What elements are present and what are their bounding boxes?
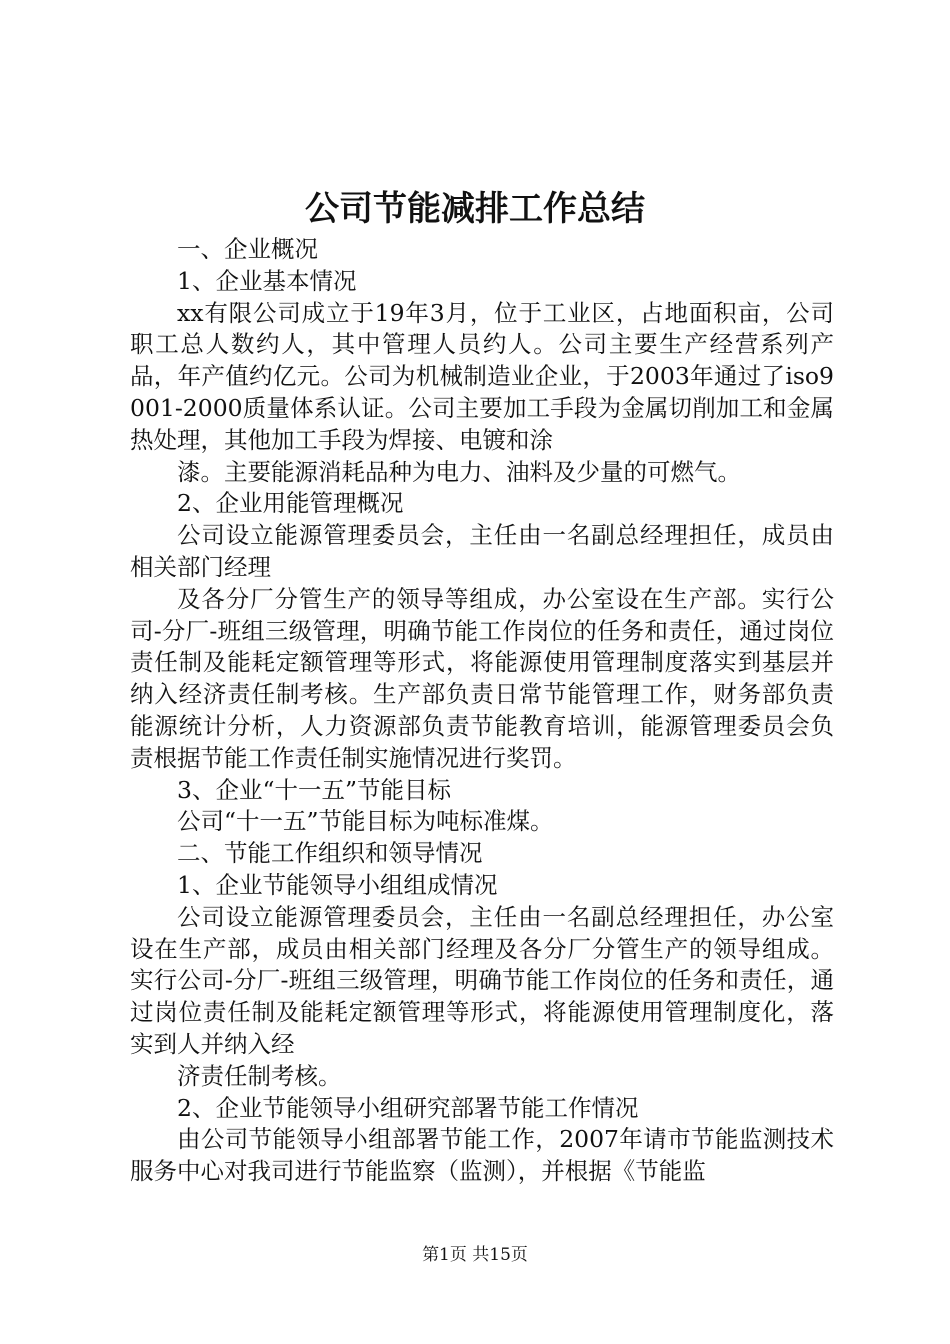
paragraph: 济责任制考核。 bbox=[177, 1061, 342, 1090]
document-body bbox=[130, 234, 834, 1188]
paragraph: xx有限公司成立于19年3月，位于工业区，占地面积亩，公司职工总人数约人，其中管理人员约人。公司主要生产经营系列产品，年产值约亿元。公司为机械制造业企业，于2003年通过了iso9001-2000质量体系认证。公司主要加工手段为金属切削加工和金属热处理，其他加工手段为焊接、电镀和涂 bbox=[130, 298, 834, 454]
paragraph: 公司设立能源管理委员会，主任由一名副总经理担任，成员由相关部门经理 bbox=[130, 521, 834, 581]
section-heading: 二、节能工作组织和领导情况 bbox=[177, 839, 483, 868]
paragraph: 由公司节能领导小组部署节能工作，2007年请市节能监测技术服务中心对我司进行节能监察（监测），并根据《节能监 bbox=[130, 1125, 834, 1186]
page-number: 第1页 共15页 bbox=[422, 1245, 528, 1265]
section-heading: 一、企业概况 bbox=[177, 235, 318, 263]
paragraph: 公司设立能源管理委员会，主任由一名副总经理担任，办公室设在生产部，成员由相关部门经理及各分厂分管生产的领导组成。实行公司-分厂-班组三级管理，明确节能工作岗位的任务和责任，通过岗位责任制及能耗定额管理等形式，将能源使用管理制度化，落实到人并纳入经 bbox=[130, 902, 834, 1058]
subsection-heading: 1、企业节能领导小组组成情况 bbox=[177, 870, 498, 899]
subsection-heading: 3、企业“十一五”节能目标 bbox=[177, 775, 451, 804]
paragraph: 及各分厂分管生产的领导等组成，办公室设在生产部。实行公司-分厂-班组三级管理，明确节能工作岗位的任务和责任，通过岗位责任制及能耗定额管理等形式，将能源使用管理制度落实到基层并纳入经济责任制考核。生产部负责日常节能管理工作，财务部负责能源统计分析，人力资源部负责节能教育培训，能源管理委员会负责根据节能工作责任制实施情况进行奖罚。 bbox=[130, 584, 834, 772]
document-title: 公司节能减排工作总结 bbox=[305, 189, 645, 229]
paragraph: 漆。主要能源消耗品种为电力、油料及少量的可燃气。 bbox=[177, 457, 741, 486]
paragraph: 公司“十一五”节能目标为吨标准煤。 bbox=[177, 807, 554, 836]
subsection-heading: 2、企业用能管理概况 bbox=[177, 489, 404, 518]
subsection-heading: 1、企业基本情况 bbox=[177, 266, 357, 295]
subsection-heading: 2、企业节能领导小组研究部署节能工作情况 bbox=[177, 1093, 639, 1122]
